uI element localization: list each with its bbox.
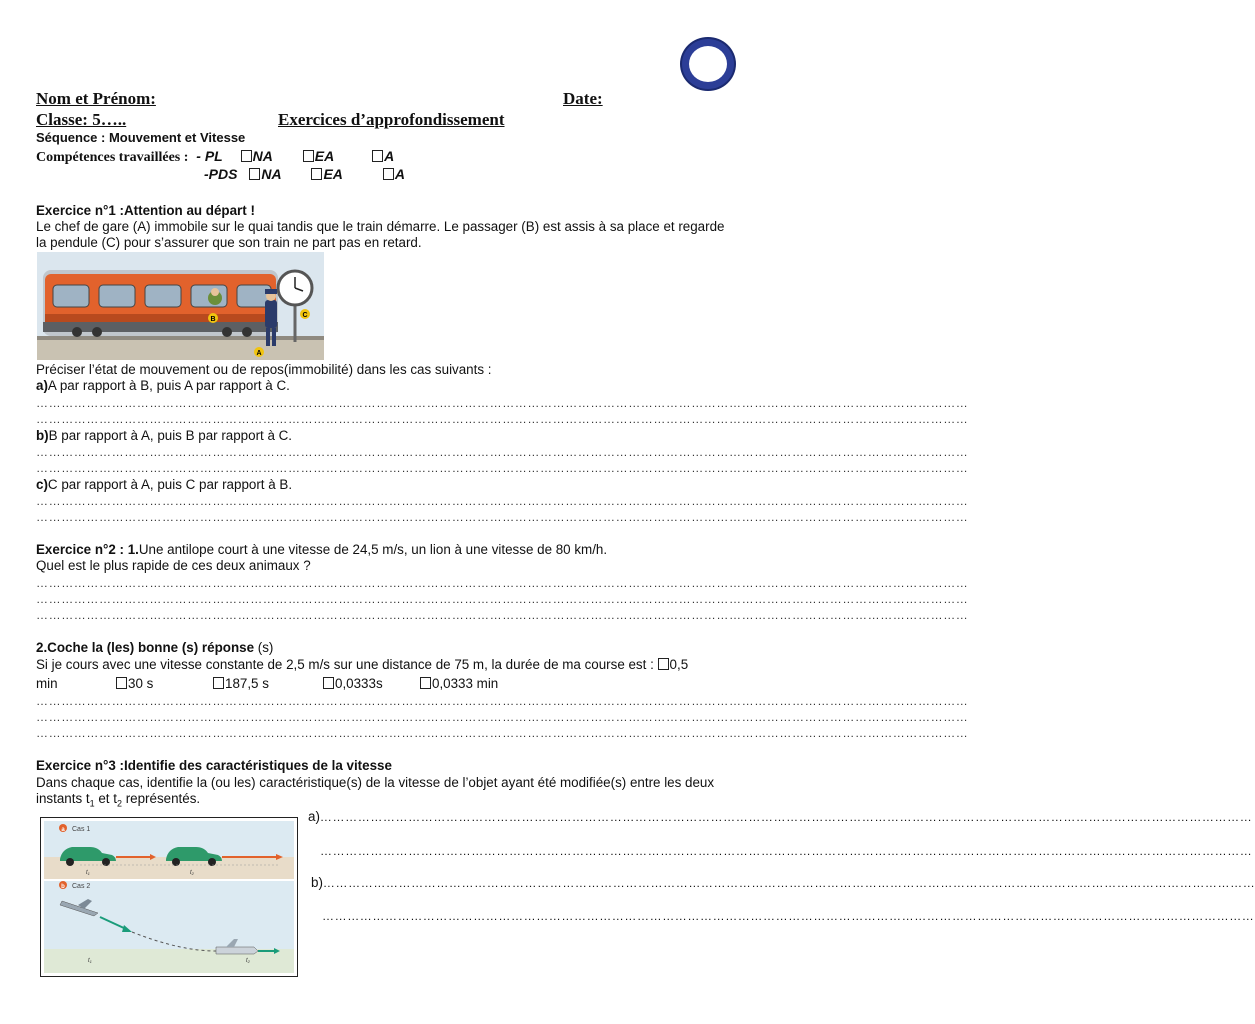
exercise-3-text-1: Dans chaque cas, identifie la (ou les) caractéristique(s) de la vitesse de l’objet ayant été modifiée(s) entre les deux bbox=[36, 775, 715, 790]
option-label: EA bbox=[323, 166, 343, 182]
choice-first-unit: min bbox=[36, 676, 58, 691]
answer-line[interactable]: …………………………………………………………………………………………………………………………………………………………………………………………………… bbox=[36, 694, 969, 708]
answer-line[interactable]: …………………………………………………………………………………………………………………………………………………………………………………………………… bbox=[36, 726, 969, 740]
checkbox-icon[interactable] bbox=[658, 658, 669, 670]
exercise-3-text-2: instants $t_1$ et $t_2$ représentés. bbox=[36, 791, 201, 809]
answer-line[interactable]: …………………………………………………………………………………………………………………………………………………………………………………………………… bbox=[36, 412, 969, 426]
label-b: B bbox=[210, 316, 216, 323]
checkbox-icon[interactable] bbox=[303, 150, 314, 162]
answer-line[interactable]: …………………………………………………………………………………………………………………………………………………………………………………………………… bbox=[36, 461, 969, 475]
logo-text: DOUJANI bbox=[694, 63, 722, 69]
competences-row-2 bbox=[204, 166, 405, 182]
badge-a: a bbox=[61, 827, 65, 833]
answer-line[interactable]: …………………………………………………………………………………………………………………………………………………………………………………………………… bbox=[36, 494, 969, 508]
option-label: NA bbox=[252, 148, 273, 164]
answer-a-line[interactable]: a)…………………………………………………………………………………………………………………………………………………………………………………………………… bbox=[308, 809, 1253, 824]
label-a: A bbox=[256, 350, 262, 357]
answer-line[interactable]: …………………………………………………………………………………………………………………………………………………………………………………………………… bbox=[36, 445, 969, 459]
exercise-1-instruction: Préciser l’état de mouvement ou de repos(immobilité) dans les cas suivants : bbox=[36, 362, 492, 377]
checkbox-icon[interactable] bbox=[323, 677, 334, 689]
checkbox-icon[interactable] bbox=[311, 168, 322, 180]
checkbox-icon[interactable] bbox=[383, 168, 394, 180]
answer-line[interactable]: …………………………………………………………………………………………………………………………………………………………………………………………………… bbox=[36, 396, 969, 410]
checkbox-icon[interactable] bbox=[249, 168, 260, 180]
checkbox-icon[interactable] bbox=[372, 150, 383, 162]
answer-line[interactable]: …………………………………………………………………………………………………………………………………………………………………………………………………… bbox=[320, 844, 1253, 858]
checkbox-icon[interactable] bbox=[213, 677, 224, 689]
t2-label-cas2: t2 bbox=[246, 958, 250, 964]
answer-line[interactable]: …………………………………………………………………………………………………………………………………………………………………………………………………… bbox=[322, 909, 1255, 923]
sequence-label: Séquence : Mouvement et Vitesse bbox=[36, 130, 246, 145]
speed-figure bbox=[40, 817, 298, 977]
option-label: A bbox=[394, 166, 405, 182]
choice-30s[interactable]: 30 s bbox=[116, 676, 153, 692]
t1-label: t1 bbox=[86, 870, 90, 876]
exercise-2-line-1: Exercice n°2 : 1.Une antilope court à une vitesse de 24,5 m/s, un lion à une vitesse de 80 km/h. bbox=[36, 542, 608, 557]
option-label: NA bbox=[261, 166, 282, 182]
badge-b: b bbox=[61, 884, 65, 890]
answer-line[interactable]: …………………………………………………………………………………………………………………………………………………………………………………………………… bbox=[36, 510, 969, 524]
choice-00333min[interactable]: 0,0333 min bbox=[420, 676, 498, 692]
question-c: c)C par rapport à A, puis C par rapport à B. bbox=[36, 477, 293, 492]
exercise-2-part2-title: 2.Coche la (les) bonne (s) réponse (s) bbox=[36, 640, 274, 655]
exercise-1-text-1: Le chef de gare (A) immobile sur le quai tandis que le train démarre. Le passager (B) est assis à sa place et regarde bbox=[36, 219, 725, 234]
question-b: b)B par rapport à A, puis B par rapport à C. bbox=[36, 428, 293, 443]
competence-code: - PL bbox=[196, 148, 223, 164]
name-label: Nom et Prénom: bbox=[36, 89, 156, 108]
exercise-1-title: Exercice n°1 :Attention au départ ! bbox=[36, 203, 255, 218]
option-label: EA bbox=[314, 148, 335, 164]
t1-label-cas2: t1 bbox=[88, 958, 92, 964]
cas-2-label: Cas 2 bbox=[72, 883, 91, 890]
exercise-2-title: Exercice n°2 : 1. bbox=[36, 542, 139, 557]
cas-1-label: Cas 1 bbox=[72, 826, 91, 833]
checkbox-icon[interactable] bbox=[241, 150, 252, 162]
answer-line[interactable]: …………………………………………………………………………………………………………………………………………………………………………………………………… bbox=[36, 710, 969, 724]
exercise-3-title: Exercice n°3 :Identifie des caractéristiques de la vitesse bbox=[36, 758, 392, 773]
label-c: C bbox=[302, 312, 308, 319]
exercise-1-text-2: la pendule (C) pour s’assurer que son train ne part pas en retard. bbox=[36, 235, 422, 250]
competences-row-1 bbox=[36, 148, 394, 166]
question-a: a)A par rapport à B, puis A par rapport à C. bbox=[36, 378, 290, 393]
competences-label: Compétences travaillées : bbox=[36, 150, 189, 165]
choice-00333s[interactable]: 0,0333s bbox=[323, 676, 383, 692]
answer-line[interactable]: …………………………………………………………………………………………………………………………………………………………………………………………………… bbox=[36, 576, 969, 590]
checkbox-icon[interactable] bbox=[116, 677, 127, 689]
class-label: Classe: 5….. bbox=[36, 110, 127, 129]
date-label: Date: bbox=[563, 89, 603, 108]
answer-line[interactable]: …………………………………………………………………………………………………………………………………………………………………………………………………… bbox=[36, 608, 969, 622]
answer-b-line[interactable]: b)…………………………………………………………………………………………………………………………………………………………………………………………………… bbox=[311, 875, 1255, 890]
exercise-2-part2-text: Si je cours avec une vitesse constante de 2,5 m/s sur une distance de 75 m, la durée de ma course est : 0,5 bbox=[36, 657, 689, 672]
choice-187s[interactable]: 187,5 s bbox=[213, 676, 269, 692]
t2-label: t2 bbox=[190, 870, 194, 876]
answer-line[interactable]: …………………………………………………………………………………………………………………………………………………………………………………………………… bbox=[36, 592, 969, 606]
checkbox-icon[interactable] bbox=[420, 677, 431, 689]
competence-code: -PDS bbox=[204, 166, 238, 182]
exercise-2-question: Quel est le plus rapide de ces deux animaux ? bbox=[36, 558, 311, 573]
page-title: Exercices d’approfondissement bbox=[278, 110, 505, 129]
train-illustration bbox=[37, 252, 324, 360]
option-label: A bbox=[384, 148, 395, 164]
school-logo bbox=[680, 37, 736, 91]
